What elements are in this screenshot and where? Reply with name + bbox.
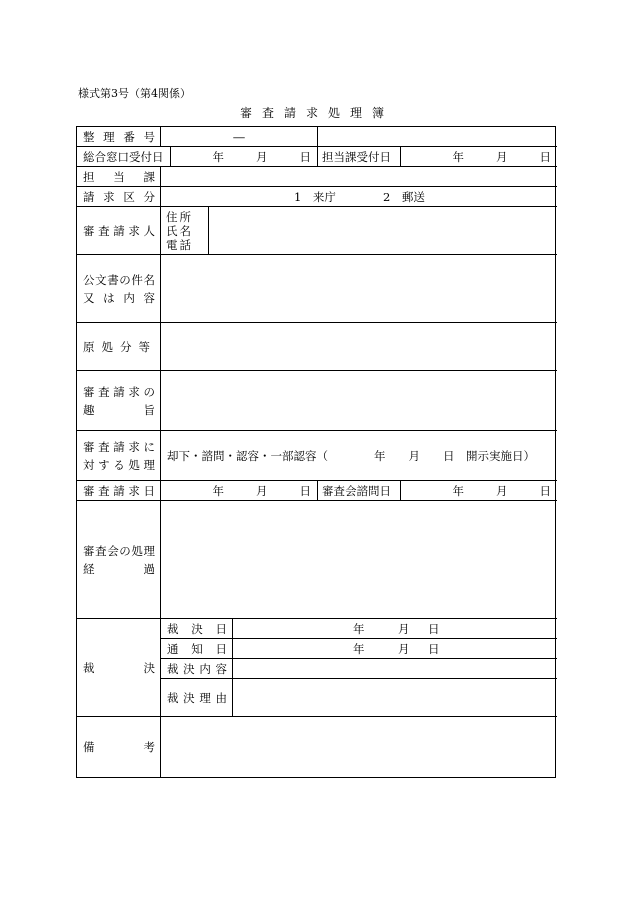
year-label: 年 bbox=[212, 149, 224, 164]
label-saiketsu-bi: 裁 決 日 bbox=[161, 619, 233, 639]
label-shimei: 氏 名 bbox=[166, 223, 191, 238]
label-tsuchi-bi: 通 知 日 bbox=[161, 639, 233, 659]
seikyu-shushi-input[interactable] bbox=[161, 371, 557, 431]
label-tantoka: 担 当 課 bbox=[77, 167, 161, 187]
label-kobunsho-kenmei bbox=[77, 255, 161, 323]
tantoka-value[interactable] bbox=[161, 167, 557, 187]
tantoka-uketsuke-date[interactable] bbox=[401, 147, 557, 167]
label-shinsakai-shimon-bi: 審査会諮問日 bbox=[318, 481, 401, 501]
shinsakai-shimon-date[interactable] bbox=[401, 481, 557, 501]
label-jusho: 住 所 bbox=[166, 209, 191, 224]
label-taisuru-line1: 審 査 請 求 に bbox=[83, 439, 155, 454]
saiketsu-riyu-input[interactable] bbox=[233, 679, 557, 717]
day-label: 日 bbox=[428, 641, 440, 656]
label-kobun-line1: 公 文 書 の 件 名 bbox=[83, 272, 155, 287]
label-seiri-bango: 整 理 番 号 bbox=[77, 127, 161, 147]
label-shinsa-seikyunin: 審 査 請 求 人 bbox=[77, 207, 161, 255]
year-label: 年 bbox=[353, 621, 365, 636]
month-label: 月 bbox=[398, 621, 410, 636]
label-shushi-line1: 審 査 請 求 の bbox=[83, 384, 155, 399]
form-number: 様式第3号（第4関係） bbox=[78, 87, 191, 100]
kobunsho-kenmei-input[interactable] bbox=[161, 255, 557, 323]
taisuru-shori-options[interactable]: 却下・諮問・認容・一部認容（ 年 月 日 開示実施日） bbox=[161, 431, 557, 481]
day-label: 日 bbox=[539, 149, 551, 164]
label-biko: 備 考 bbox=[77, 717, 161, 777]
label-sogo-madoguchi-uketsuke-bi: 総合窓口受付日 bbox=[77, 147, 171, 167]
option-raicho[interactable]: 1 来庁 bbox=[294, 189, 336, 204]
seikyunin-details-input[interactable] bbox=[209, 207, 557, 255]
seikyunin-sublabels bbox=[161, 207, 209, 255]
month-label: 月 bbox=[256, 483, 268, 498]
label-taisuru-shori bbox=[77, 431, 161, 481]
label-kobun-line2: 又 は 内 容 bbox=[83, 290, 155, 305]
day-label: 日 bbox=[299, 149, 311, 164]
genshobun-input[interactable] bbox=[161, 323, 557, 371]
month-label: 月 bbox=[256, 149, 268, 164]
label-shinsa-seikyu-bi: 審 査 請 求 日 bbox=[77, 481, 161, 501]
label-denwa: 電 話 bbox=[166, 237, 191, 252]
label-genshobun: 原 処 分 等 bbox=[77, 323, 161, 371]
document-title: 審査請求処理簿 bbox=[240, 106, 395, 120]
tsuchi-date[interactable] bbox=[233, 639, 557, 659]
saiketsu-date[interactable] bbox=[233, 619, 557, 639]
label-shinsakai-shori-keika bbox=[77, 501, 161, 619]
label-keika-line1: 審 査 会 の 処 理 bbox=[83, 543, 155, 558]
label-taisuru-line2: 対 す る 処 理 bbox=[83, 457, 155, 472]
label-tantoka-uketsuke-bi: 担当課受付日 bbox=[318, 147, 401, 167]
label-keika-line2: 経 過 bbox=[83, 561, 155, 576]
year-label: 年 bbox=[212, 483, 224, 498]
label-saiketsu-riyu: 裁 決 理 由 bbox=[161, 679, 233, 717]
day-label: 日 bbox=[539, 483, 551, 498]
label-shushi-line2: 趣 旨 bbox=[83, 402, 155, 417]
shinsa-seikyu-date[interactable] bbox=[161, 481, 318, 501]
seiri-bango-value[interactable]: ― bbox=[161, 127, 318, 147]
label-seikyu-kubun: 請 求 区 分 bbox=[77, 187, 161, 207]
seiri-bango-extra[interactable] bbox=[318, 127, 557, 147]
label-saiketsu-naiyo: 裁 決 内 容 bbox=[161, 659, 233, 679]
label-saiketsu: 裁 決 bbox=[77, 619, 161, 717]
saiketsu-naiyo-input[interactable] bbox=[233, 659, 557, 679]
option-yuso[interactable]: 2 郵送 bbox=[383, 189, 425, 204]
month-label: 月 bbox=[496, 149, 508, 164]
label-seikyu-shushi bbox=[77, 371, 161, 431]
year-label: 年 bbox=[452, 149, 464, 164]
sogo-uketsuke-date[interactable] bbox=[171, 147, 318, 167]
day-label: 日 bbox=[428, 621, 440, 636]
seikyu-kubun-options[interactable] bbox=[161, 187, 557, 207]
shinsakai-shori-keika-input[interactable] bbox=[161, 501, 557, 619]
month-label: 月 bbox=[398, 641, 410, 656]
day-label: 日 bbox=[299, 483, 311, 498]
year-label: 年 bbox=[452, 483, 464, 498]
month-label: 月 bbox=[496, 483, 508, 498]
biko-input[interactable] bbox=[161, 717, 557, 777]
year-label: 年 bbox=[353, 641, 365, 656]
record-form-table bbox=[76, 126, 556, 778]
